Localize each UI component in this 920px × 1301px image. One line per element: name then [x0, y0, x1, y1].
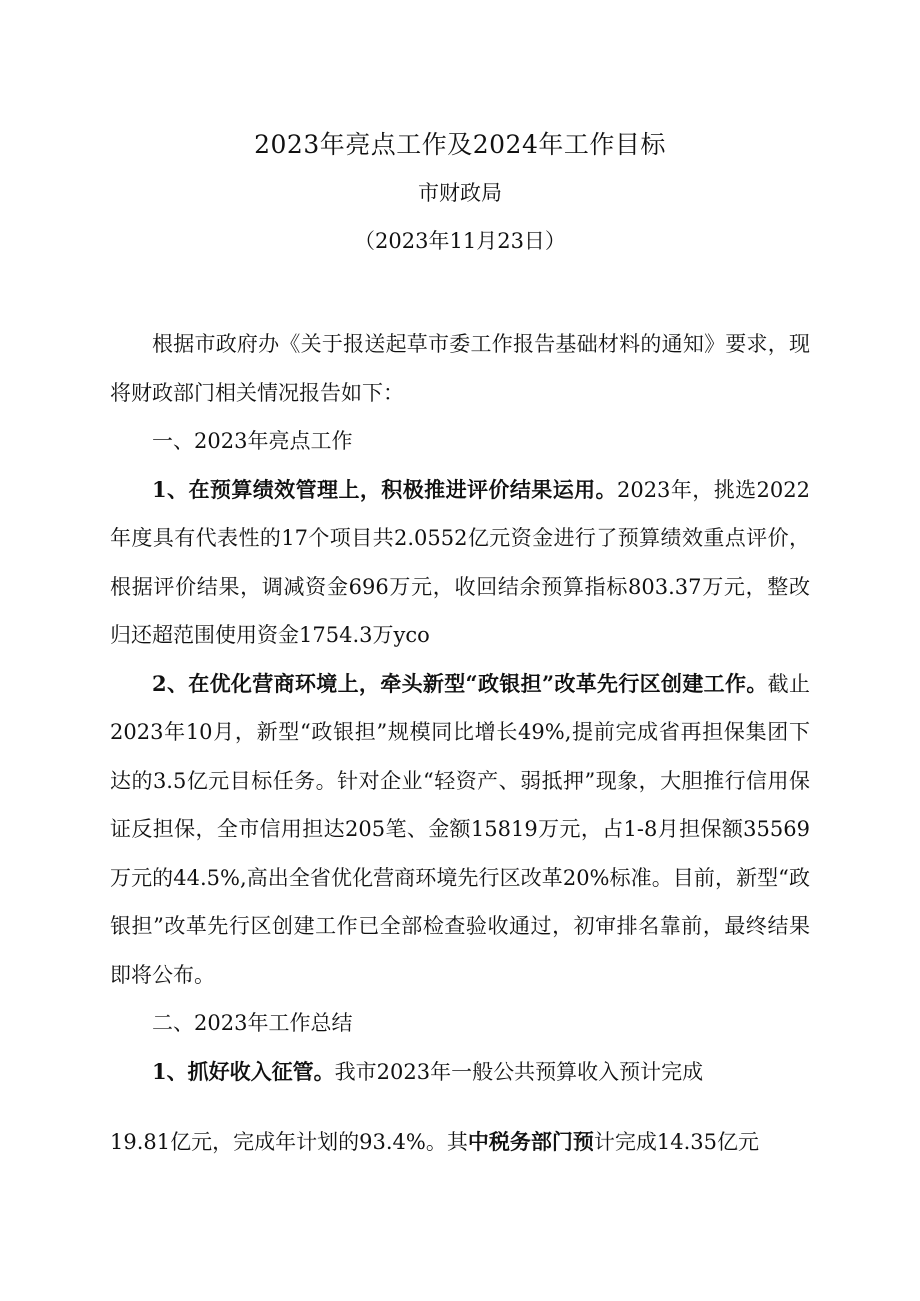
highlight-item-2-text: 截止2023年10月，新型“政银担”规模同比增长49%,提前完成省再担保集团下达的3.5亿元目标任务。针对企业“轻资产、弱抵押”现象，大胆推行信用保证反担保，全市信用担达205笔、金额15819万元，占1-8月担保额35569万元的44.5%,高出全省优化营商环境先行区改革20%标准。目前，新型“政银担”改革先行区创建工作已全部检查验收通过，初审排名靠前，最终结果即将公布。	[110, 671, 811, 987]
highlight-item-2	[110, 660, 810, 1000]
document-body	[110, 320, 810, 1167]
summary-item-1-text: 我市2023年一般公共预算收入预计完成	[334, 1059, 704, 1084]
summary-item-1-continued	[110, 1118, 810, 1167]
intro-paragraph: 根据市政府办《关于报送起草市委工作报告基础材料的通知》要求，现将财政部门相关情况报告如下：	[110, 332, 810, 405]
highlight-item-1-text: 2023年，挑选2022年度具有代表性的17个项目共2.0552亿元资金进行了预算绩效重点评价，根据评价结果，调减资金696万元，收回结余预算指标803.37万元，整改归还超范围使用资金1754.3万yco	[110, 477, 810, 647]
highlight-item-2-lead: 2、在优化营商环境上，牵头新型“政银担”改革先行区创建工作。	[152, 670, 768, 696]
summary-item-1-cont-strong: 中税务部门预	[467, 1129, 594, 1154]
summary-item-1-cont-a: 19.81亿元，完成年计划的93.4%。其	[110, 1130, 468, 1154]
summary-item-1-cont-b: 计完成14.35亿元	[593, 1130, 759, 1154]
document-author: 市财政局	[418, 181, 502, 205]
summary-item-1-lead: 1、抓好收入征管。	[152, 1058, 335, 1084]
document-title: 2023年亮点工作及2024年工作目标	[254, 130, 666, 159]
document-date: （2023年11月23日）	[354, 229, 566, 253]
section-heading-highlights: 一、2023年亮点工作	[152, 429, 353, 453]
highlight-item-1-lead: 1、在预算绩效管理上，积极推进评价结果运用。	[152, 476, 617, 502]
section-heading-summary: 二、2023年工作总结	[152, 1011, 353, 1035]
highlight-item-1	[110, 466, 810, 660]
paragraph-gap	[110, 1096, 810, 1118]
summary-item-1	[110, 1048, 810, 1097]
